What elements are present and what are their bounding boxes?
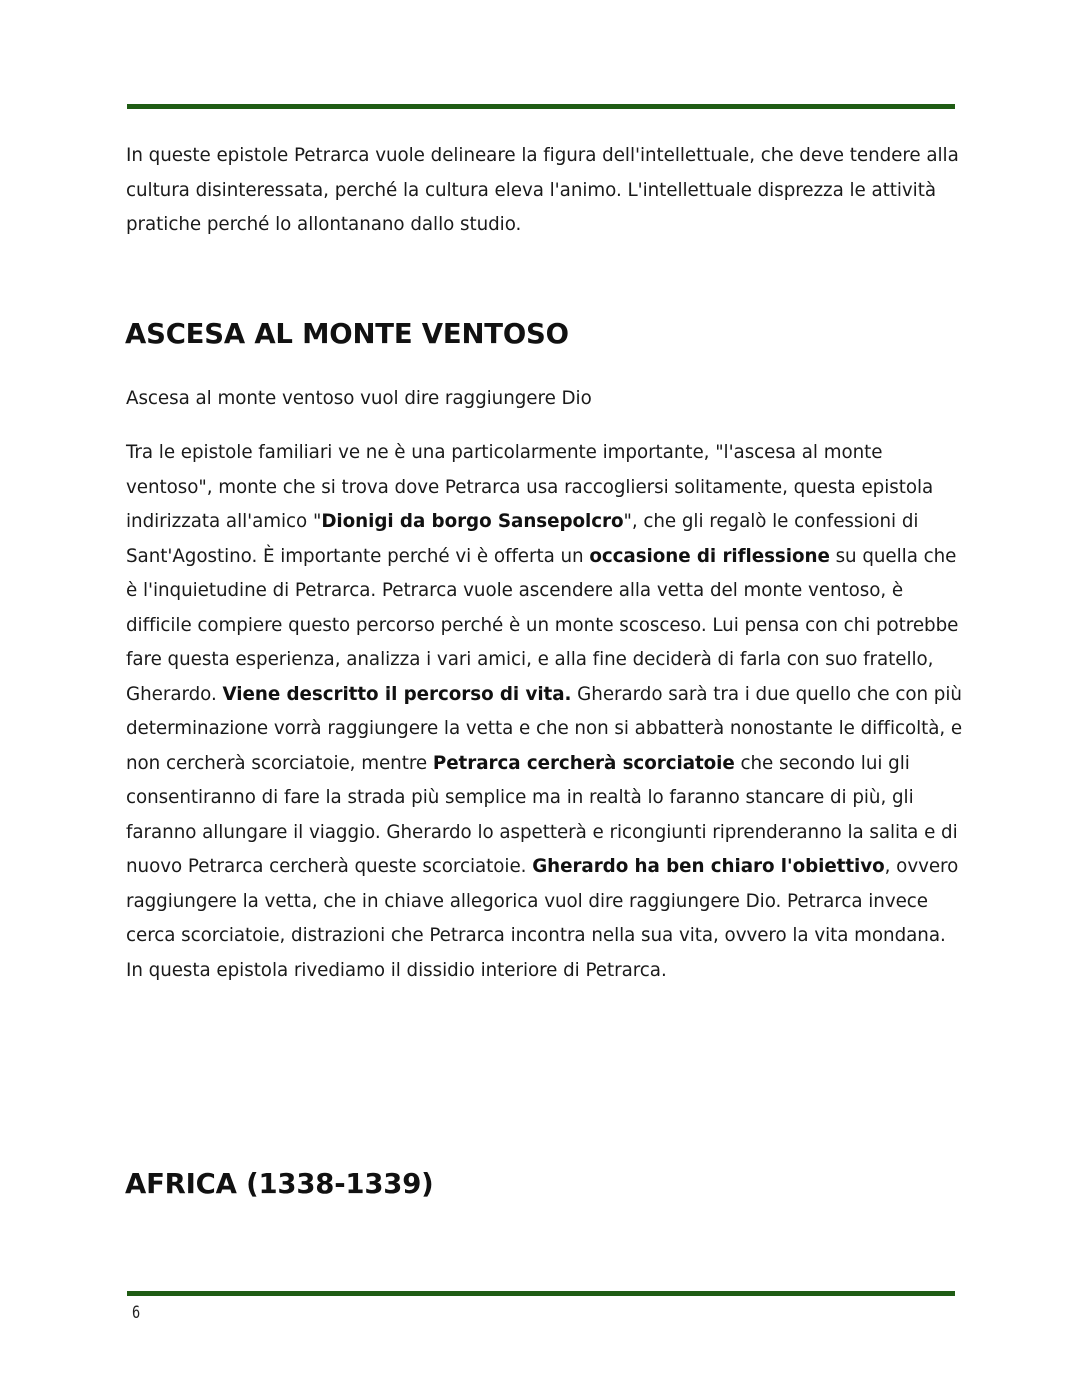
body-text: , ovvero raggiungere la vetta, che in chiave allegorica vuol dire raggiungere Dio. Petrarca invece cerca scorciatoie, distrazioni che Petrarca incontra nella sua vita, ovvero la vita mondana. In questa epistola rivediamo il dissidio interiore di Petrarca. (126, 856, 959, 981)
body-text: Tra le epistole familiari ve ne è una particolarmente importante, "l'ascesa al monte ventoso", monte che si trova dove Petrarca usa raccogliersi solitamente, questa epistola indirizzata all'amico " (126, 442, 934, 532)
body-text: ", che gli regalò le confessioni di Sant'Agostino. È importante perché vi è offerta un (126, 511, 919, 567)
top-divider (127, 104, 955, 109)
body-text: che secondo lui gli consentiranno di fare la strada più semplice ma in realtà lo faranno stancare di più, gli faranno allungare il viaggio. Gherardo lo aspetterà e ricongiunti riprenderanno la salita e di nuovo Petrarca cercherà queste scorciatoie. (126, 752, 958, 877)
section-heading-africa: AFRICA (1338-1339) (125, 1168, 434, 1200)
body-text: Gherardo sarà tra i due quello che con più determinazione vorrà raggiungere la vetta e che non si abbatterà nonostante le difficoltà, e non cercherà scorciatoie, mentre (126, 683, 963, 774)
bottom-divider (127, 1291, 955, 1296)
body-paragraph (126, 436, 966, 988)
bold-phrase-obiettivo: Gherardo ha ben chiaro l'obiettivo (532, 856, 885, 877)
intro-paragraph: In queste epistole Petrarca vuole delineare la figura dell'intellettuale, che deve tendere alla cultura disinteressata, perché la cultura eleva l'animo. L'intellettuale disprezza le attività pratiche perché lo allontanano dallo studio. (126, 145, 959, 235)
bold-phrase-percorso: Viene descritto il percorso di vita. (222, 683, 572, 705)
body-text: su quella che è l'inquietudine di Petrarca. Petrarca vuole ascendere alla vetta del monte ventoso, è difficile compiere questo percorso perché è un monte scosceso. Lui pensa con chi potrebbe fare questa esperienza, analizza i vari amici, e alla fine deciderà di farla con suo fratello, Gherardo. (126, 545, 959, 705)
bold-phrase-occasione: occasione di riflessione (589, 545, 830, 567)
bold-phrase-scorciatoie: Petrarca cercherà scorciatoie (432, 752, 735, 774)
bold-phrase-dionigi: Dionigi da borgo Sansepolcro (321, 511, 624, 532)
section-heading-ascesa: ASCESA AL MONTE VENTOSO (125, 318, 569, 350)
section-subtitle: Ascesa al monte ventoso vuol dire raggiungere Dio (126, 388, 592, 409)
page-number: 6 (132, 1303, 141, 1323)
